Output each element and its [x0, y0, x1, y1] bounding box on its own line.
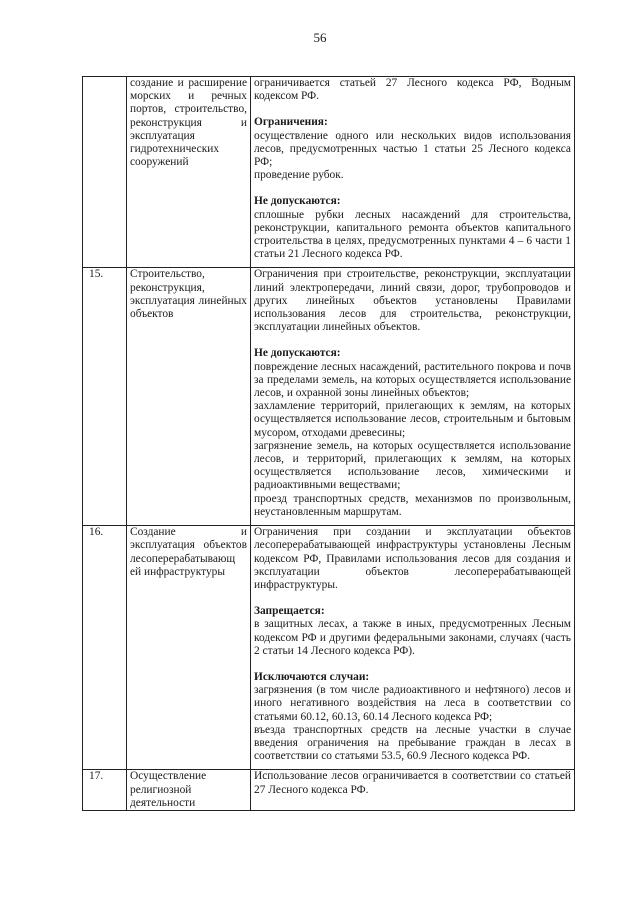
paragraph: проведение рубок. — [254, 169, 344, 182]
paragraph: ограничивается статьей 27 Лесного кодекса РФ, Водным кодексом РФ. — [254, 77, 571, 103]
row-number — [83, 77, 127, 268]
restrictions-cell — [251, 268, 575, 526]
paragraph: въезда транспортных средств на лесные участки в случае введения ограничения на пребывание граждан в лесах в соответствии со статьями 53.5, 60.9 Лесного кодекса РФ. — [254, 723, 571, 763]
paragraph: сплошные рубки лесных насаждений для строительства, реконструкции, капитального ремонта объектов капитального строительства в целях, предусмотренных пунктами 4 – 6 части 1 статьи 21 Лесного кодекса РФ. — [254, 208, 571, 261]
section-heading: Ограничения: — [254, 116, 328, 129]
row-number: 16. — [83, 526, 127, 770]
restrictions-cell — [251, 526, 575, 770]
section-heading: Не допускаются: — [254, 195, 341, 208]
paragraph: загрязнение земель, на которых осуществляется использование лесов, и территорий, прилегающих к землям, на которых осуществляется использование лесов, химическими и радиоактивными веществами; — [254, 439, 571, 492]
section-heading: Запрещается: — [254, 605, 325, 618]
activity-name: Создание и эксплуатация объектов лесоперерабатывающ ей инфраструктуры — [127, 526, 251, 770]
paragraph: проезд транспортных средств, механизмов по произвольным, неустановленным маршрутам. — [254, 492, 571, 518]
activity-name: Осуществление религиозной деятельности — [127, 770, 251, 811]
paragraph: загрязнения (в том числе радиоактивного и нефтяного) лесов и иного негативного воздействия на леса в соответствии со статьями 60.12, 60.13, 60.14 Лесного кодекса РФ; — [254, 684, 571, 723]
activity-name: создание и расширение морских и речных портов, строительство, реконструкция и эксплуатация гидротехнических сооружений — [127, 77, 251, 268]
table-row — [83, 526, 575, 770]
row-number: 17. — [83, 770, 127, 811]
paragraph: в защитных лесах, а также в иных, предусмотренных Лесным кодексом РФ и другими федеральными законами, случаях (часть 2 статьи 14 Лесного кодекса РФ). — [254, 618, 571, 657]
table-row — [83, 770, 575, 811]
row-number: 15. — [83, 268, 127, 526]
page-number: 56 — [313, 30, 327, 45]
activity-name: Строительство, реконструкция, эксплуатация линейных объектов — [127, 268, 251, 526]
paragraph: осуществление одного или нескольких видов использования лесов, предусмотренных частью 1 статьи 25 Лесного кодекса РФ; — [254, 129, 571, 169]
table-row — [83, 77, 575, 268]
paragraph: Ограничения при создании и эксплуатации объектов лесоперерабатывающей инфраструктуры установлены Лесным кодексом РФ, Правилами использования лесов для создания и эксплуатации объектов лесоперерабатывающей инфраструктуры. — [254, 526, 571, 591]
paragraph: Ограничения при строительстве, реконструкции, эксплуатации линий электропередачи, линий связи, дорог, трубопроводов и других линейных объектов установлены Правилами использования лесов для строительства, реконструкции, эксплуатации линейных объектов. — [254, 268, 571, 334]
restrictions-cell — [251, 770, 575, 811]
section-heading: Исключаются случаи: — [254, 670, 370, 683]
restrictions-cell — [251, 77, 575, 268]
forest-use-table — [82, 76, 575, 811]
table-body — [83, 77, 575, 811]
paragraph: захламление территорий, прилегающих к землям, на которых осуществляется использование лесов, строительным и бытовым мусором, отходами древесины; — [254, 400, 571, 439]
table-row — [83, 268, 575, 526]
section-heading: Не допускаются: — [254, 347, 341, 360]
paragraph: повреждение лесных насаждений, растительного покрова и почв за пределами земель, на которых осуществляется использование лесов, и охранной зоны линейных объектов; — [254, 360, 571, 400]
paragraph: Использование лесов ограничивается в соответствии со статьей 27 Лесного кодекса РФ. — [254, 770, 571, 796]
